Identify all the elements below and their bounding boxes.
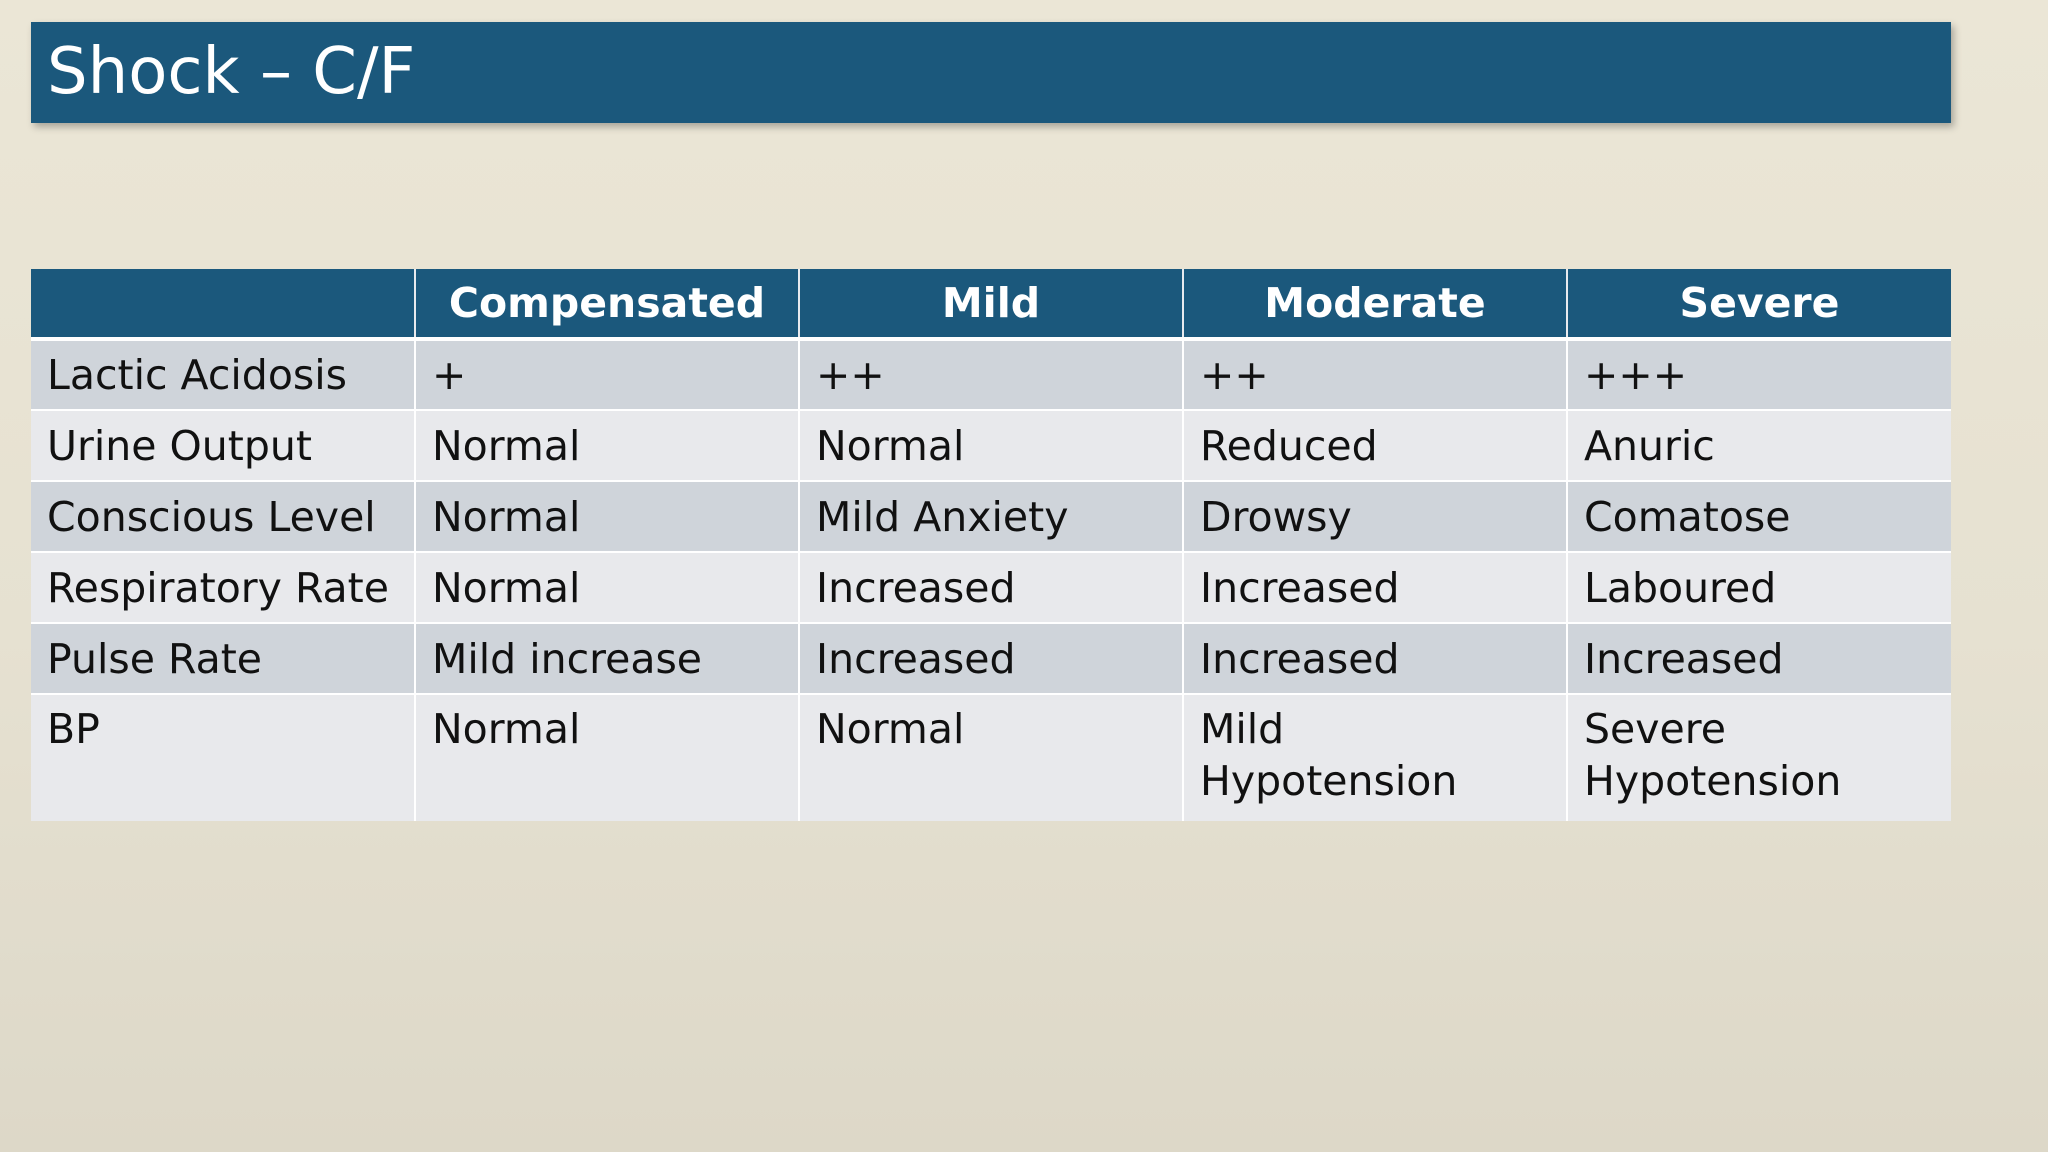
header-severe: Severe bbox=[1567, 269, 1951, 339]
slide-title-bar bbox=[31, 22, 1951, 123]
table-cell: Severe Hypotension bbox=[1567, 694, 1951, 821]
table-row bbox=[31, 623, 1951, 694]
table-cell: Normal bbox=[799, 410, 1183, 481]
table-cell: Mild Hypotension bbox=[1183, 694, 1567, 821]
table-cell: Normal bbox=[415, 410, 799, 481]
table-cell: ++ bbox=[799, 339, 1183, 410]
row-label: Urine Output bbox=[31, 410, 415, 481]
table-cell: Increased bbox=[1183, 623, 1567, 694]
row-label: Pulse Rate bbox=[31, 623, 415, 694]
table-cell: Normal bbox=[415, 552, 799, 623]
table-row bbox=[31, 552, 1951, 623]
header-compensated: Compensated bbox=[415, 269, 799, 339]
table-cell: Increased bbox=[1183, 552, 1567, 623]
shock-features-table bbox=[31, 269, 1951, 821]
table-cell: Anuric bbox=[1567, 410, 1951, 481]
table-cell: Increased bbox=[799, 552, 1183, 623]
slide-title: Shock – C/F bbox=[47, 35, 416, 109]
header-corner bbox=[31, 269, 415, 339]
row-label: Conscious Level bbox=[31, 481, 415, 552]
row-label: Respiratory Rate bbox=[31, 552, 415, 623]
table-cell: Laboured bbox=[1567, 552, 1951, 623]
table-cell: Normal bbox=[415, 481, 799, 552]
table-cell: Drowsy bbox=[1183, 481, 1567, 552]
table-cell: Mild increase bbox=[415, 623, 799, 694]
table-cell: +++ bbox=[1567, 339, 1951, 410]
table-row bbox=[31, 481, 1951, 552]
data-table bbox=[31, 269, 1951, 821]
table-cell: + bbox=[415, 339, 799, 410]
table-row bbox=[31, 339, 1951, 410]
table-cell: Increased bbox=[799, 623, 1183, 694]
header-moderate: Moderate bbox=[1183, 269, 1567, 339]
table-cell: Normal bbox=[799, 694, 1183, 821]
table-cell: Increased bbox=[1567, 623, 1951, 694]
table-row bbox=[31, 410, 1951, 481]
table-cell: ++ bbox=[1183, 339, 1567, 410]
table-cell: Reduced bbox=[1183, 410, 1567, 481]
row-label: BP bbox=[31, 694, 415, 821]
table-header-row bbox=[31, 269, 1951, 339]
header-mild: Mild bbox=[799, 269, 1183, 339]
table-cell: Mild Anxiety bbox=[799, 481, 1183, 552]
table-cell: Comatose bbox=[1567, 481, 1951, 552]
table-row bbox=[31, 694, 1951, 821]
table-cell: Normal bbox=[415, 694, 799, 821]
row-label: Lactic Acidosis bbox=[31, 339, 415, 410]
